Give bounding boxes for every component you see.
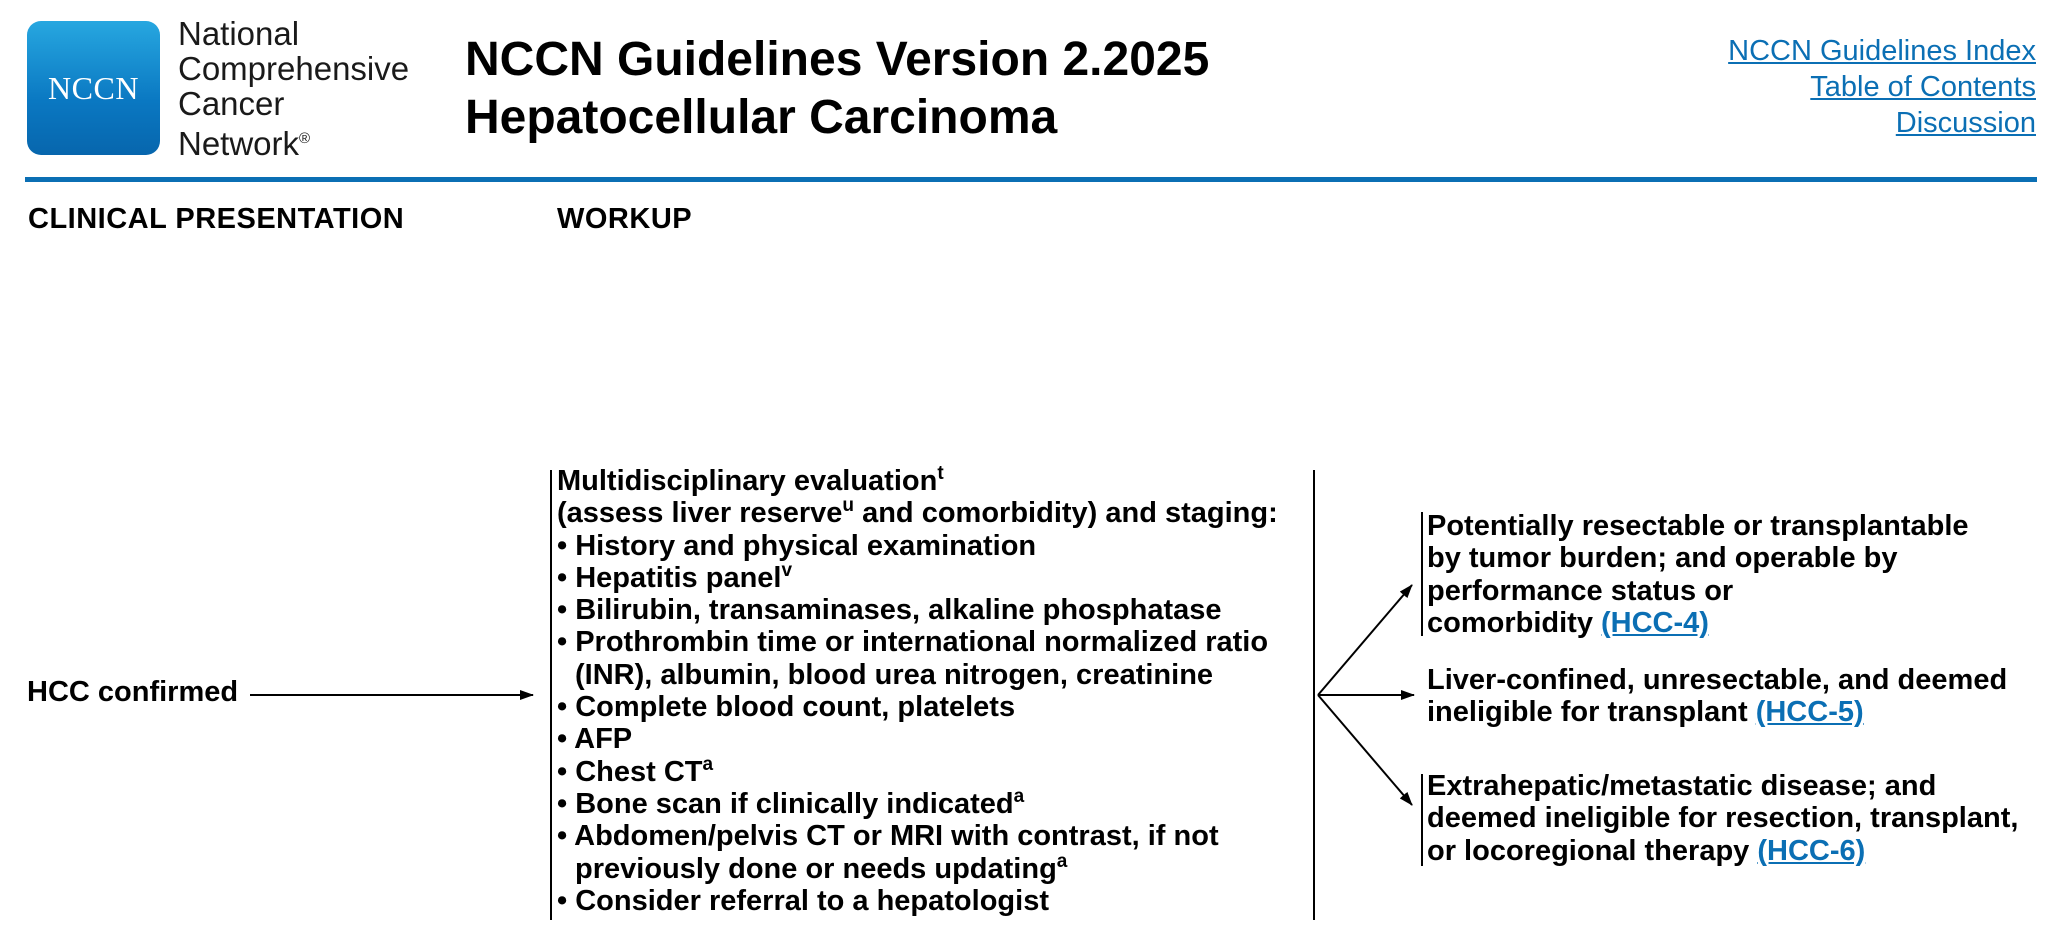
hcc-4-link[interactable]: (HCC-4) [1601, 606, 1709, 639]
footnote-v: v [781, 559, 793, 581]
org-line-3: Cancer [178, 85, 285, 122]
footnote-a: a [1013, 785, 1025, 807]
table-of-contents-link[interactable]: Table of Contents [1810, 71, 2036, 103]
footnote-a: a [702, 753, 714, 775]
outcome-line-text: comorbidity [1427, 606, 1602, 639]
discussion-link[interactable]: Discussion [1895, 107, 2036, 139]
workup-item-text: Hepatitis panel [575, 561, 782, 594]
outcome-line: by tumor burden; and operable by [1427, 542, 1898, 575]
outcome-line: Liver-confined, unresectable, and deemed [1427, 664, 2008, 696]
column-header-workup: WORKUP [557, 203, 693, 235]
footnote-u: u [842, 495, 855, 517]
bullet: • [557, 561, 568, 594]
org-line-4-text: Network [178, 125, 300, 162]
column-header-clinical-presentation: CLINICAL PRESENTATION [28, 203, 405, 235]
workup-item-text: History and physical examination [575, 529, 1037, 562]
presentation-hcc-confirmed: HCC confirmed [27, 676, 239, 708]
workup-item-text-continued-main: previously done or needs updating [575, 852, 1057, 885]
outcome-line: Extrahepatic/metastatic disease; and [1427, 770, 1937, 802]
workup-item-text: Consider referral to a hepatologist [575, 884, 1049, 917]
outcome-line-text: or locoregional therapy [1427, 834, 1758, 867]
workup-item-text: Complete blood count, platelets [575, 691, 1016, 724]
org-line-2: Comprehensive [178, 50, 410, 87]
workup-subtitle-text-a: (assess liver reserve [557, 497, 843, 530]
outcome-line-text: ineligible for transplant [1427, 696, 1756, 729]
workup-item-text-continued: (INR), albumin, blood urea nitrogen, creatinine [575, 658, 1214, 691]
workup-title-text: Multidisciplinary evaluation [557, 465, 938, 497]
workup-item-text: Bilirubin, transaminases, alkaline phosphatase [575, 594, 1222, 627]
bullet: • [557, 626, 568, 659]
trademark-mark: ® [299, 130, 311, 147]
workup-item-text: Abdomen/pelvis CT or MRI with contrast, if not [574, 820, 1219, 853]
bullet: • [557, 884, 568, 917]
outcome-line: Potentially resectable or transplantable [1427, 510, 1969, 542]
arrow-to-resectable [1318, 585, 1412, 695]
bullet: • [557, 529, 568, 562]
bullet: • [557, 691, 568, 724]
arrow-to-metastatic [1318, 695, 1412, 805]
bullet: • [557, 787, 568, 820]
org-line-1: National [178, 15, 300, 52]
bullet: • [557, 723, 568, 756]
title-disease: Hepatocellular Carcinoma [465, 91, 1058, 144]
bullet: • [557, 755, 568, 788]
workup-item-text: Bone scan if clinically indicated [575, 787, 1014, 820]
hcc-6-link[interactable]: (HCC-6) [1757, 834, 1866, 867]
hcc-5-link[interactable]: (HCC-5) [1755, 696, 1864, 729]
workup-item-text: Chest CT [575, 755, 703, 788]
workup-item-text: Prothrombin time or international normalized ratio [575, 626, 1269, 659]
footnote-t: t [937, 463, 944, 484]
workup-subtitle-text-b: and comorbidity) and staging: [854, 497, 1278, 530]
logo-text: NCCN [48, 69, 139, 106]
title-version: NCCN Guidelines Version 2.2025 [465, 33, 1210, 86]
outcome-line: performance status or [1427, 574, 1734, 607]
workup-item-text: AFP [574, 723, 633, 756]
guidelines-index-link[interactable]: NCCN Guidelines Index [1728, 35, 2036, 67]
footnote-a: a [1056, 850, 1068, 872]
bullet: • [557, 594, 568, 627]
outcome-line: deemed ineligible for resection, transplant, [1427, 802, 2019, 835]
bullet: • [557, 820, 568, 853]
